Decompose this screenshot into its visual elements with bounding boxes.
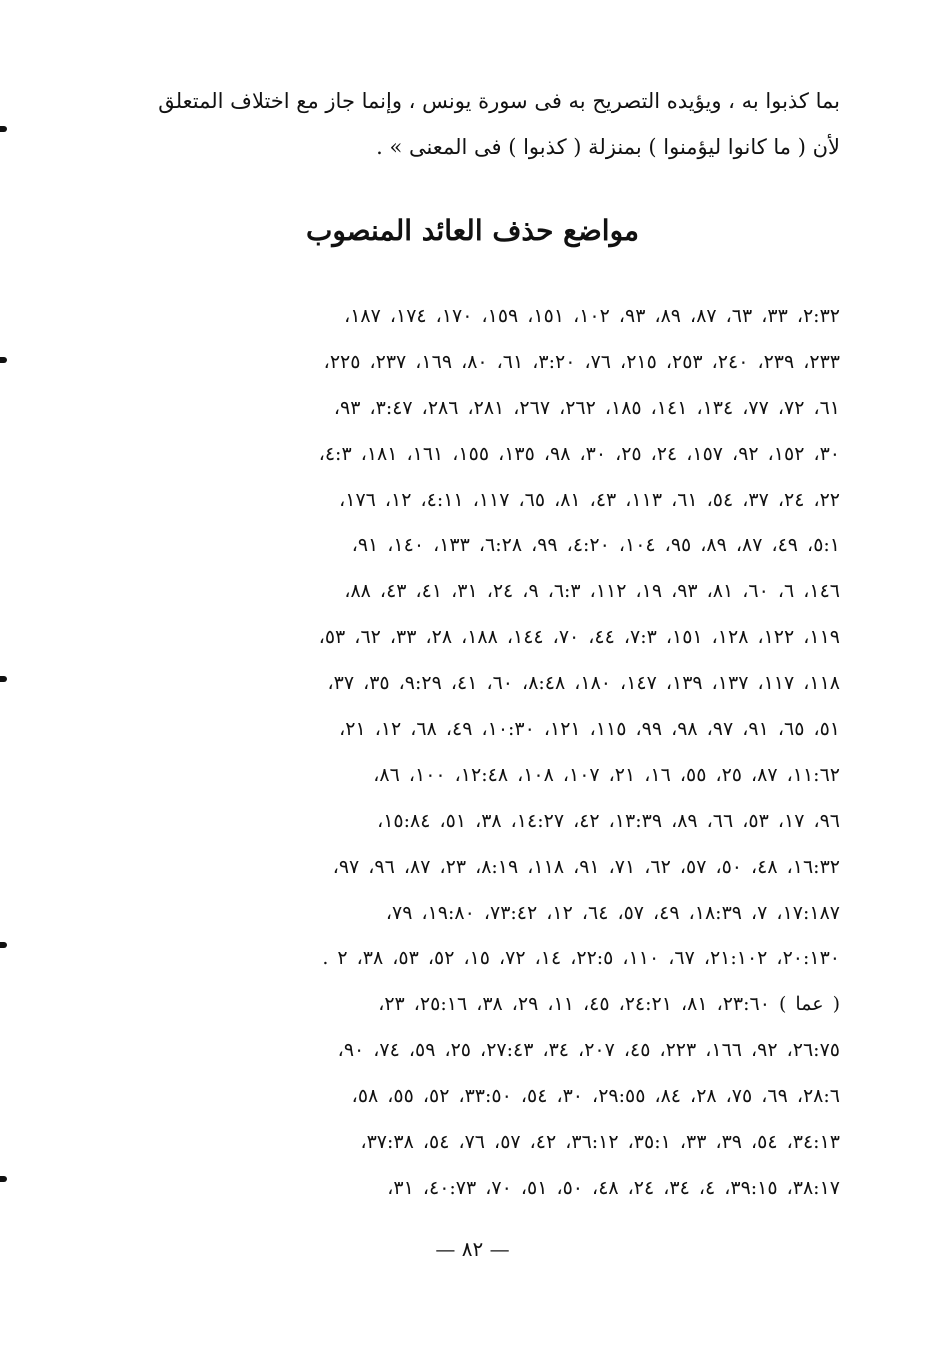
edge-mark [0, 357, 7, 363]
reference-line: ٢٨:٦، ٦٩، ٧٥، ٢٨، ٨٤، ٢٩:٥٥، ٣٠، ٥٤، ٣٣:٥٠، ٥٢، ٥٥، ٥٨، [351, 1084, 840, 1107]
edge-mark [0, 942, 7, 948]
reference-line: ١٧:١٨٧، ٧، ١٨:٣٩، ٤٩، ٥٧، ٦٤، ١٢، ٧٣:٤٢، ١٩:٨٠، ٧٩، [385, 901, 840, 924]
reference-line: ١١٩، ١٢٢، ١٢٨، ١٥١، ٧:٣، ٤٤، ٧٠، ١٤٤، ١٨٨، ٢٨، ٣٣، ٦٢، ٥٣، [318, 626, 840, 649]
references-block-2 [100, 982, 840, 1211]
section-heading: مواضع حذف العائد المنصوب [305, 214, 640, 247]
reference-line: ٥١، ٦٥، ٩١، ٩٧، ٩٨، ٩٩، ١١٥، ١٢١، ١٠:٣٠، ٤٩، ٦٨، ١٢، ٢١، [339, 718, 840, 741]
reference-line: ٦١، ٧٢، ٧٧، ١٣٤، ١٤١، ١٨٥، ٢٦٢، ٢٦٧، ٢٨١، ٢٨٦، ٣:٤٧، ٩٣، [333, 396, 840, 419]
reference-line: ٩٦، ١٧، ٥٣، ٦٦، ٨٩، ١٣:٣٩، ٤٢، ١٤:٢٧، ٣٨، ٥١، ١٥:٨٤، [377, 809, 840, 832]
page-number: — ٨٢ — [435, 1237, 510, 1261]
references-block-1 [100, 294, 840, 982]
reference-line: ٢٢، ٢٤، ٣٧، ٥٤، ٦١، ١١٣، ٤٣، ٨١، ٦٥، ١١٧، ٤:١١، ١٢، ١٧٦، [339, 488, 840, 511]
reference-line: ١٤٦، ٦، ٦٠، ٨١، ٩٣، ١٩، ١١٢، ٦:٣، ٩، ٢٤، ٣١، ٤١، ٤٣، ٨٨، [344, 580, 840, 603]
reference-line: ١٦:٣٢، ٤٨، ٥٠، ٥٧، ٦٢، ٧١، ٩١، ١١٨، ٨:١٩، ٢٣، ٨٧، ٩٦، ٩٧، [332, 855, 840, 878]
intro-line: بما كذبوا به ، ويؤيده التصريح به فى سورة يونس ، وإنما جاز مع اختلاف المتعلق [158, 89, 840, 113]
reference-line: ٣٨:١٧، ٣٩:١٥، ٤، ٣٤، ٢٤، ٤٨، ٥٠، ٥١، ٧٠، ٤٠:٧٣، ٣١، [387, 1176, 840, 1199]
intro-line: لأن ( ما كانوا ليؤمنوا ) بمنزلة ( كذبوا ) فى المعنى » . [376, 135, 840, 159]
reference-line: ( عما ) ٢٣:٦٠، ٨١، ٢٤:٢١، ٤٥، ١١، ٢٩، ٣٨، ٢٥:١٦، ٢٣، [378, 993, 840, 1015]
reference-line: ٢٦:٧٥، ٩٢، ١٦٦، ٢٢٣، ٤٥، ٢٠٧، ٣٤، ٢٧:٤٣، ٢٥، ٥٩، ٧٤، ٩٠، [337, 1038, 840, 1061]
reference-line: ٢٠:١٣٠، ٢١:١٠٢، ٦٧، ١١٠، ٢٢:٥، ١٤، ٧٢، ١٥، ٥٢، ٥٣، ٣٨، ٢ . [322, 947, 840, 970]
reference-line: ٣٤:١٣، ٥٤، ٣٩، ٣٣، ٣٥:١، ٣٦:١٢، ٤٢، ٥٧، ٧٦، ٥٤، ٣٧:٣٨، [360, 1130, 840, 1153]
reference-line: ٢٣٣، ٢٣٩، ٢٤٠، ٢٥٣، ٢١٥، ٧٦، ٣:٢٠، ٦١، ٨٠، ١٦٩، ٢٣٧، ٢٢٥، [323, 350, 840, 373]
reference-line: ١١٨، ١١٧، ١٣٧، ١٣٩، ١٤٧، ١٨٠، ٨:٤٨، ٦٠، ٤١، ٩:٢٩، ٣٥، ٣٧، [327, 672, 840, 695]
reference-line: ٥:١، ٤٩، ٨٧، ٨٩، ٩٥، ١٠٤، ٤:٢٠، ٩٩، ٦:٢٨، ١٣٣، ١٤٠، ٩١، [351, 534, 840, 557]
edge-mark [0, 126, 7, 132]
edge-mark [0, 676, 7, 682]
intro-paragraph [100, 78, 840, 170]
reference-line: ٣٠، ١٥٢، ٩٢، ١٥٧، ٢٤، ٢٥، ٣٠، ٩٨، ١٣٥، ١٥٥، ١٦١، ١٨١، ٤:٣، [318, 442, 840, 465]
reference-line: ٢:٣٢، ٣٣، ٦٣، ٨٧، ٨٩، ٩٣، ١٠٢، ١٥١، ١٥٩، ١٧٠، ١٧٤، ١٨٧، [344, 305, 840, 327]
edge-mark [0, 1176, 7, 1182]
reference-line: ١١:٦٢، ٨٧، ٢٥، ٥٥، ١٦، ٢١، ١٠٧، ١٠٨، ١٢:٤٨، ١٠٠، ٨٦، [373, 763, 840, 786]
